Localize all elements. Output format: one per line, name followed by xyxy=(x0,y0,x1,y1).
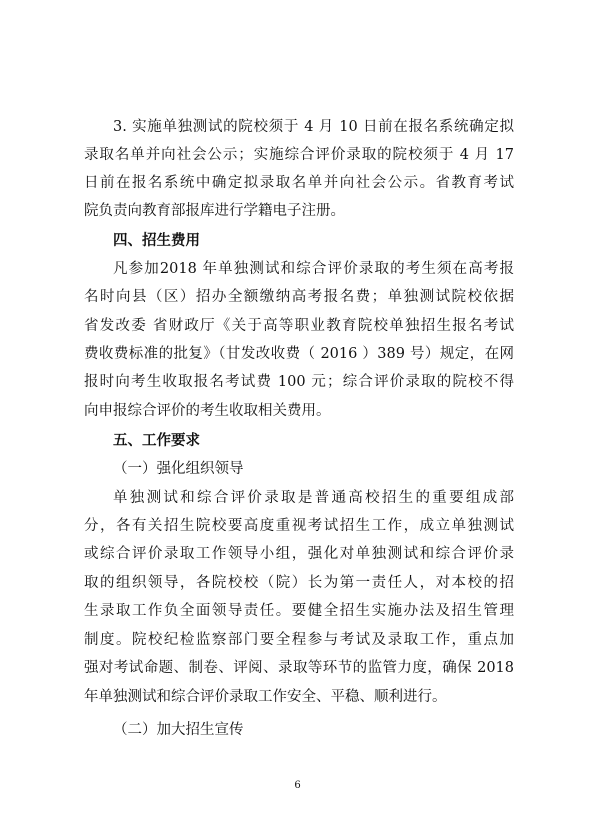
requirements-line-3: 或综合评价录取工作领导小组，强化对单独测试和综合评价录 xyxy=(84,546,514,562)
requirements-line-5: 生录取工作负全面领导责任。要健全招生实施办法及招生管理 xyxy=(84,603,514,619)
requirements-line-2: 分，各有关招生院校要高度重视考试招生工作，成立单独测试 xyxy=(84,518,514,534)
requirements-line-8: 年单独测试和综合评价录取工作安全、平稳、顺利进行。 xyxy=(84,689,447,705)
item3-line-3: 日前在报名系统中确定拟录取名单并向社会公示。省教育考试 xyxy=(84,175,514,191)
item3-line-1: 3. 实施单独测试的院校须于 4 月 10 日前在报名系统确定拟 xyxy=(113,119,514,135)
subheading-publicity: （二）加大招生宣传 xyxy=(113,722,244,738)
requirements-line-6: 制度。院校纪检监察部门要全程参与考试及录取工作，重点加 xyxy=(84,632,514,648)
section-heading-fees: 四、招生费用 xyxy=(113,233,200,249)
section-heading-requirements: 五、工作要求 xyxy=(113,433,200,449)
fees-line-6: 向申报综合评价的考生收取相关费用。 xyxy=(84,403,331,419)
item3-line-2: 录取名单并向社会公示；实施综合评价录取的院校须于 4 月 17 xyxy=(84,147,514,163)
page-number: 6 xyxy=(294,780,301,791)
fees-line-4: 费收费标准的批复》（甘发改收费（ 2016 ）389 号）规定，在网 xyxy=(84,346,514,362)
requirements-line-1: 单独测试和综合评价录取是普通高校招生的重要组成部 xyxy=(113,490,514,506)
fees-line-3: 省发改委 省财政厅《关于高等职业教育院校单独招生报名考试 xyxy=(84,318,514,334)
subheading-organization: （一）强化组织领导 xyxy=(113,461,244,477)
fees-line-1: 凡参加2018 年单独测试和综合评价录取的考生须在高考报 xyxy=(113,261,514,277)
fees-line-5: 报时向考生收取报名考试费 100 元；综合评价录取的院校不得 xyxy=(84,374,514,390)
requirements-line-4: 取的组织领导，各院校校（院）长为第一责任人，对本校的招 xyxy=(84,575,514,591)
item3-line-4: 院负责向教育部报库进行学籍电子注册。 xyxy=(84,203,345,219)
requirements-line-7: 强对考试命题、制卷、评阅、录取等环节的监管力度，确保 2018 xyxy=(84,660,514,676)
fees-line-2: 名时向县（区）招办全额缴纳高考报名费；单独测试院校依据 xyxy=(84,289,514,305)
